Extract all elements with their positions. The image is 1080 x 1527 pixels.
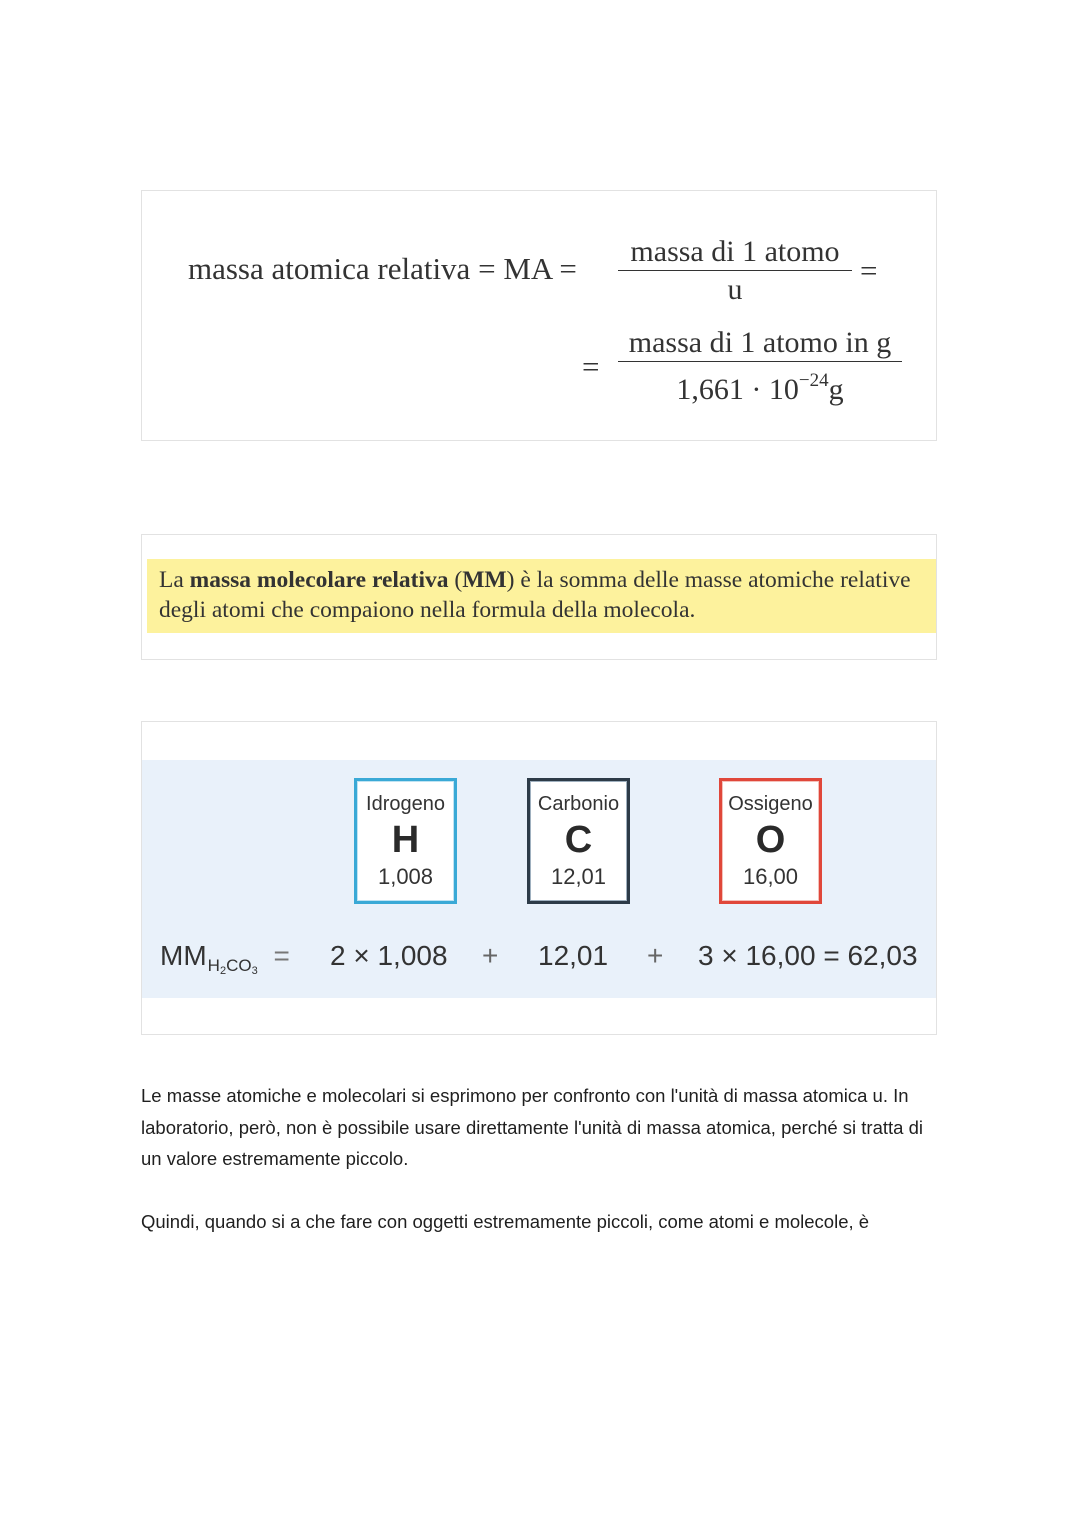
fraction-1-denominator: u: [727, 273, 743, 306]
equals-sign: =: [582, 349, 600, 384]
definition-part: (: [448, 567, 463, 593]
denominator-base: 1,661 · 10: [676, 373, 799, 406]
fraction-1: [618, 235, 852, 307]
fraction-bar: [618, 270, 852, 271]
calc-oxygen-term-result: 3 × 16,00 = 62,03: [698, 940, 918, 971]
element-name: Carbonio: [537, 793, 620, 815]
equals-sign: =: [559, 251, 577, 286]
fraction-2-denominator: [618, 364, 902, 407]
formula-co: CO: [226, 956, 252, 975]
definition-text: [159, 565, 939, 625]
definition-highlight: [147, 559, 936, 633]
definition-term: massa molecolare relativa: [189, 567, 449, 593]
fraction-bar: [618, 361, 902, 362]
fraction-2-numerator: massa di 1 atomo in g: [628, 326, 892, 359]
equals-sign: =: [860, 253, 878, 288]
formula-box: [141, 190, 937, 441]
element-name: Ossigeno: [728, 793, 813, 815]
formula-lhs-text: massa atomica relativa: [188, 251, 471, 286]
plus-sign: +: [482, 940, 499, 971]
element-mass: 1,008: [377, 864, 434, 889]
mm-formula-subscript: [208, 956, 258, 975]
element-name: Idrogeno: [366, 793, 445, 815]
element-tile-carbon: [527, 778, 630, 904]
formula-lhs: [188, 251, 577, 287]
element-mass: 12,01: [550, 864, 607, 889]
plus-sign: +: [647, 940, 664, 971]
formula-o-subscript: 3: [251, 965, 258, 977]
element-tile-hydrogen: [354, 778, 457, 904]
element-symbol: O: [755, 819, 786, 861]
formula-ma: MA: [503, 251, 552, 286]
calc-hydrogen-term: 2 × 1,008: [330, 940, 448, 971]
calc-mm-label: [160, 940, 290, 977]
mm-symbol: MM: [160, 940, 207, 971]
molecular-mass-example-box: [141, 721, 937, 1035]
element-symbol: C: [564, 819, 593, 861]
denominator-exponent: −24: [798, 370, 829, 391]
formula-h-subscript: 2: [219, 965, 227, 977]
denominator-unit: g: [828, 373, 844, 406]
element-symbol: H: [391, 819, 420, 861]
paragraph-small-objects: Quindi, quando si a che fare con oggetti estremamente piccoli, come atomi e molecole, è: [141, 1211, 870, 1232]
fraction-1-numerator: massa di 1 atomo: [630, 235, 840, 268]
definition-part: ) è la somma delle masse atomiche relative degli atomi che compaiono nella formula della molecola.: [159, 567, 911, 623]
equals-sign: =: [273, 940, 290, 971]
definition-box: [141, 534, 937, 660]
formula-h: H: [207, 956, 220, 975]
element-mass: 16,00: [742, 864, 799, 889]
definition-abbrev: MM: [462, 567, 507, 593]
definition-part: La: [159, 567, 190, 593]
calc-carbon-term: 12,01: [538, 940, 609, 971]
fraction-2: [618, 326, 902, 407]
equals-sign: =: [478, 251, 496, 286]
element-tile-oxygen: [719, 778, 822, 904]
paragraph-atomic-mass-unit: Le masse atomiche e molecolari si esprimono per confronto con l'unità di massa atomica u. In laboratorio, però, non è possibile usare direttamente l'unità di massa atomica, perché si tratta di un valore estremamente piccolo.: [141, 1085, 923, 1169]
